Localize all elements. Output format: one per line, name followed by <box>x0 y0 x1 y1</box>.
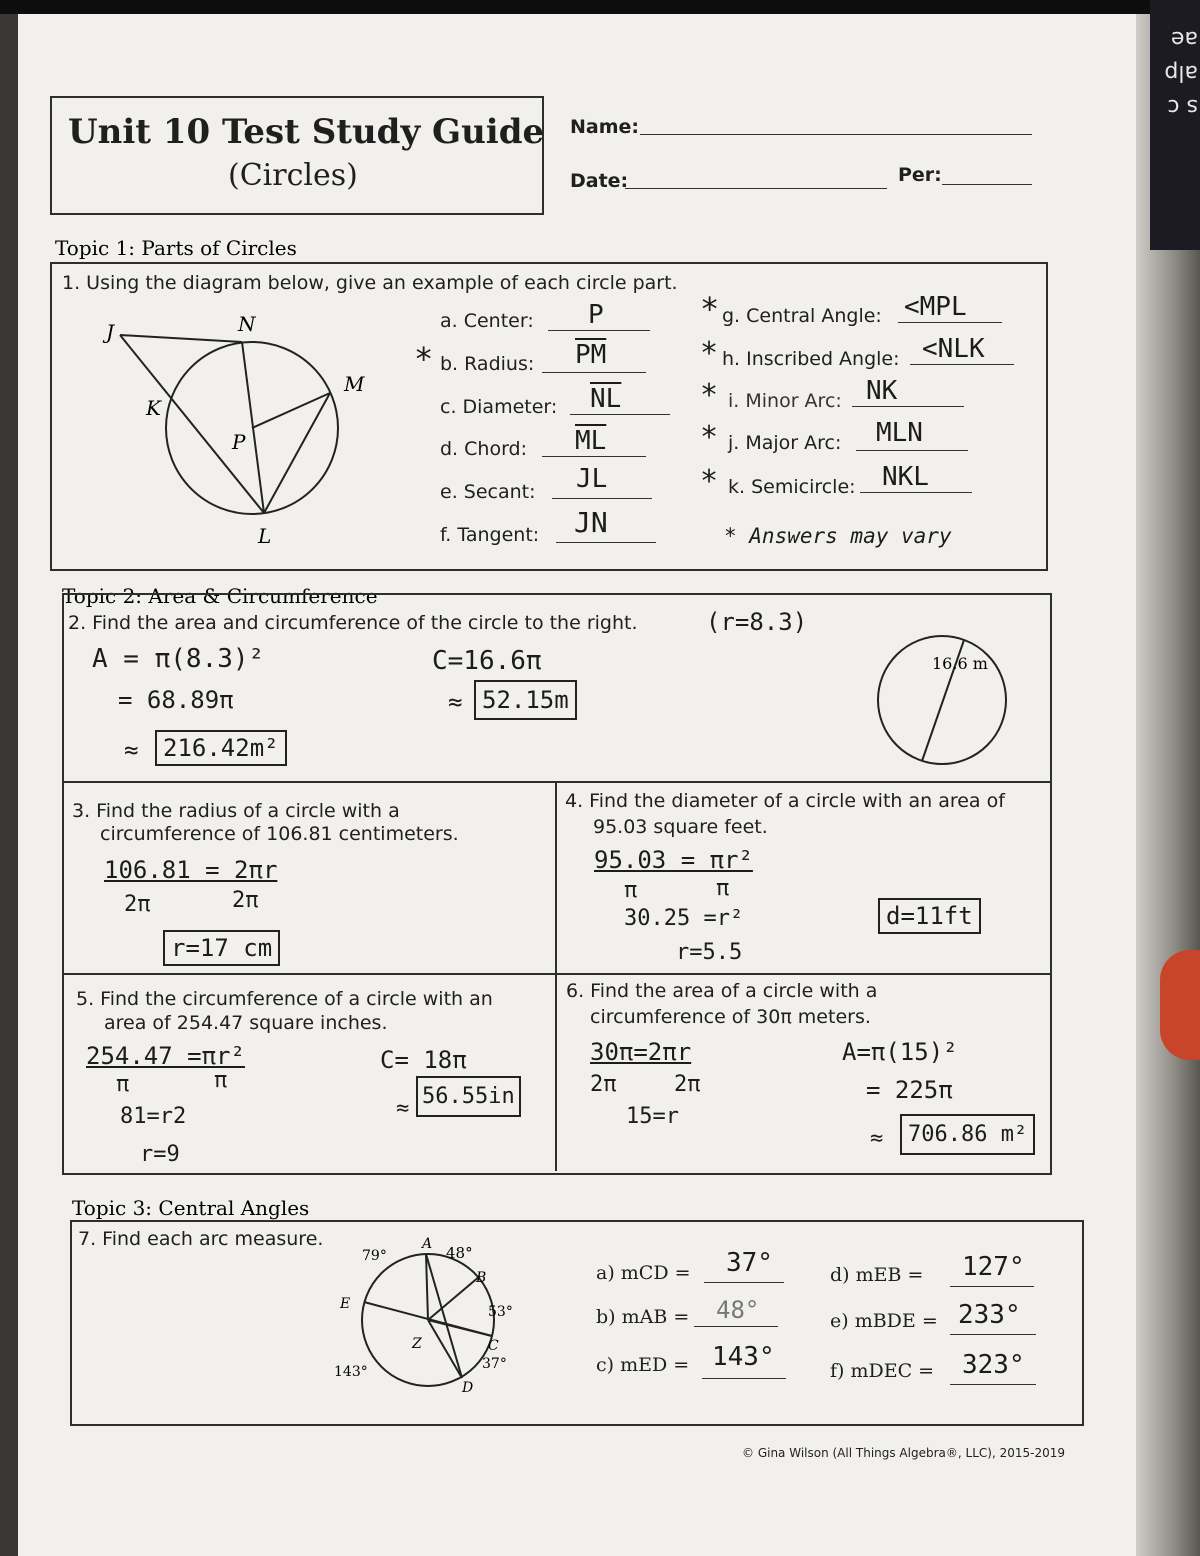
q6-area-step2: = 225π <box>866 1076 953 1104</box>
q2-area-step2: = 68.89π <box>118 686 234 714</box>
q2-area-approx: ≈ <box>124 736 139 764</box>
red-spot <box>1160 950 1200 1060</box>
radius-line <box>252 393 330 428</box>
q6-work-den2: 2π <box>674 1072 701 1097</box>
arc-f-line <box>950 1384 1036 1385</box>
arc-c-label: c) mED = <box>596 1354 690 1376</box>
part-e-answer: JL <box>576 464 608 494</box>
part-f-answer: JN <box>574 506 608 539</box>
label-z: Z <box>412 1336 422 1352</box>
topic2-vline <box>555 782 557 1171</box>
arc-a-label: a) mCD = <box>596 1262 691 1284</box>
q2-area-step1: A = π(8.3)² <box>92 644 265 674</box>
date-line <box>625 188 887 189</box>
q4-work-den2: π <box>716 876 730 901</box>
angle-37: 37° <box>482 1356 507 1372</box>
arc-d-label: d) mEB = <box>830 1264 924 1286</box>
topic2-heading: Topic 2: Area & Circumference <box>62 584 378 608</box>
q5-line1: 5. Find the circumference of a circle with an <box>76 988 493 1010</box>
q6-line2: circumference of 30π meters. <box>590 1006 871 1028</box>
part-k-label: k. Semicircle: <box>728 476 856 498</box>
q3-line1: 3. Find the radius of a circle with a <box>72 800 400 822</box>
ray-a <box>426 1254 428 1320</box>
part-c-line <box>570 414 670 415</box>
q6-work-den1: 2π <box>590 1072 617 1097</box>
part-h-line <box>910 364 1014 365</box>
arc-b-answer: 48° <box>716 1296 760 1324</box>
part-g-line <box>898 322 1002 323</box>
part-i-answer: NK <box>866 376 898 406</box>
q4-line2: 95.03 square feet. <box>593 816 768 838</box>
top-bar <box>0 0 1200 14</box>
part-j-line <box>856 450 968 451</box>
q6-answer: 706.86 m² <box>900 1114 1035 1155</box>
arc-b-label: b) mAB = <box>596 1306 690 1328</box>
part-c-answer: $\overline{NL}$ <box>590 384 622 414</box>
angle-143: 143° <box>334 1364 368 1380</box>
arc-f-label: f) mDEC = <box>830 1360 935 1382</box>
q4-work-step2: 30.25 =r² <box>624 906 744 931</box>
part-k-star: * <box>700 464 719 499</box>
q5-work-den2: π <box>214 1068 228 1093</box>
part-i-line <box>852 406 964 407</box>
topic1-heading: Topic 1: Parts of Circles <box>55 236 297 260</box>
q5-circ-step: C= 18π <box>380 1046 467 1074</box>
page-title: Unit 10 Test Study Guide <box>68 112 545 152</box>
q5-work-den1: π <box>116 1072 130 1097</box>
arc-b-line <box>694 1326 778 1327</box>
label-a: A <box>422 1236 433 1252</box>
part-f-label: f. Tangent: <box>440 524 540 546</box>
label-n: N <box>238 312 256 336</box>
arc-a-answer: 37° <box>726 1248 773 1278</box>
part-d-label: d. Chord: <box>440 438 528 460</box>
q3-work-den2: 2π <box>232 888 259 913</box>
arc-d-line <box>950 1286 1034 1287</box>
q3-work-den1: 2π <box>124 892 151 917</box>
part-f-line <box>556 542 656 543</box>
q5-answer: 56.55in <box>416 1076 521 1117</box>
q2-radius-note: (r=8.3) <box>706 608 808 636</box>
q2-circ-approx: ≈ <box>448 688 463 716</box>
q2-circ-step1: C=16.6π <box>432 646 542 676</box>
label-c: C <box>488 1338 499 1354</box>
arc-f-answer: 323° <box>962 1350 1025 1380</box>
part-g-star: * <box>700 290 720 328</box>
angle-48: 48° <box>446 1244 473 1262</box>
angle-53: 53° <box>488 1304 513 1320</box>
part-g-label: g. Central Angle: <box>722 305 882 327</box>
q4-work-numerator: 95.03 = πr² <box>594 846 753 874</box>
arc-e-answer: 233° <box>958 1300 1021 1330</box>
edge-text-3: s c <box>1167 94 1198 119</box>
label-e: E <box>340 1296 351 1312</box>
edge-text-1: ae <box>1170 26 1198 51</box>
q6-work-step2: 15=r <box>626 1104 679 1129</box>
part-j-answer: MLN <box>876 418 923 448</box>
topic2-hline-1 <box>64 781 1050 783</box>
arc-d-answer: 127° <box>962 1252 1025 1282</box>
per-line <box>942 184 1032 185</box>
part-h-answer: <NLK <box>922 334 985 364</box>
arc-e-line <box>950 1334 1036 1335</box>
q5-approx: ≈ <box>396 1096 410 1121</box>
q2-circle-diagram <box>864 630 1024 770</box>
part-h-label: h. Inscribed Angle: <box>722 348 900 370</box>
q4-work-step3: r=5.5 <box>676 940 743 965</box>
label-d: D <box>462 1380 474 1396</box>
label-p: P <box>232 430 246 454</box>
q4-line1: 4. Find the diameter of a circle with an area of <box>565 790 1005 812</box>
part-e-label: e. Secant: <box>440 481 536 503</box>
q6-approx: ≈ <box>870 1126 884 1151</box>
part-a-label: a. Center: <box>440 310 534 332</box>
per-label: Per: <box>898 164 942 186</box>
part-j-star: * <box>700 420 719 455</box>
part-a-line <box>548 330 650 331</box>
part-d-line <box>542 456 646 457</box>
label-l: L <box>258 524 272 548</box>
q6-line1: 6. Find the area of a circle with a <box>566 980 878 1002</box>
answers-may-vary-note: * Answers may vary <box>724 524 952 548</box>
q6-work-numerator: 30π=2πr <box>590 1038 692 1066</box>
part-e-line <box>552 498 652 499</box>
page-subtitle: (Circles) <box>228 158 358 193</box>
q5-work-step2: 81=r2 <box>120 1104 187 1129</box>
part-k-answer: NKL <box>882 462 929 492</box>
name-line <box>640 134 1032 135</box>
q7-text: 7. Find each arc measure. <box>78 1228 324 1250</box>
central-angles-diagram <box>330 1236 530 1396</box>
part-k-line <box>860 492 972 493</box>
part-b-answer: $\overline{PM}$ <box>575 340 607 370</box>
label-b: B <box>476 1270 487 1286</box>
q6-area-step1: A=π(15)² <box>842 1038 958 1066</box>
q3-work-numerator: 106.81 = 2πr <box>104 856 278 884</box>
circle-parts-diagram <box>100 305 365 550</box>
part-i-star: * <box>700 378 719 413</box>
date-label: Date: <box>570 170 629 192</box>
copyright: © Gina Wilson (All Things Algebra®, LLC), 2015-2019 <box>742 1446 1065 1460</box>
topic3-heading: Topic 3: Central Angles <box>72 1196 310 1220</box>
angle-79: 79° <box>362 1248 387 1264</box>
part-b-line <box>542 372 646 373</box>
arc-c-answer: 143° <box>712 1342 775 1372</box>
part-j-label: j. Major Arc: <box>728 432 842 454</box>
q2-area-answer: 216.42m² <box>155 730 287 766</box>
part-g-answer: <MPL <box>904 292 967 322</box>
q4-answer: d=11ft <box>878 898 981 934</box>
chord-line <box>264 393 330 513</box>
q3-line2: circumference of 106.81 centimeters. <box>100 823 459 845</box>
q2-diameter-label: 16.6 m <box>932 654 988 673</box>
q5-work-step3: r=9 <box>140 1142 180 1167</box>
arc-e-label: e) mBDE = <box>830 1310 938 1332</box>
ray-d <box>428 1320 462 1378</box>
part-b-label: b. Radius: <box>440 353 535 375</box>
q3-answer: r=17 cm <box>163 930 280 966</box>
arc-c-line <box>702 1378 786 1379</box>
part-c-label: c. Diameter: <box>440 396 558 418</box>
q4-work-den1: π <box>624 878 638 903</box>
part-d-answer: $\overline{ML}$ <box>575 426 607 456</box>
q5-line2: area of 254.47 square inches. <box>104 1012 388 1034</box>
part-b-star: * <box>414 340 434 378</box>
topic1-question: 1. Using the diagram below, give an example of each circle part. <box>62 272 678 294</box>
label-j: J <box>106 320 115 344</box>
label-k: K <box>146 396 161 420</box>
part-a-answer: P <box>588 300 604 330</box>
name-label: Name: <box>570 116 640 138</box>
q2-text: 2. Find the area and circumference of the circle to the right. <box>68 612 638 634</box>
arc-a-line <box>704 1282 784 1283</box>
q2-circ-answer: 52.15m <box>474 680 577 720</box>
edge-text-2: alp <box>1164 60 1198 85</box>
part-h-star: * <box>700 336 719 371</box>
part-i-label: i. Minor Arc: <box>728 390 842 412</box>
secant-line <box>120 335 264 513</box>
label-m: M <box>344 372 365 396</box>
q5-work-numerator: 254.47 =πr² <box>86 1042 245 1070</box>
ray-b <box>428 1276 480 1320</box>
topic2-hline-2 <box>64 973 1050 975</box>
tangent-line <box>120 335 242 342</box>
